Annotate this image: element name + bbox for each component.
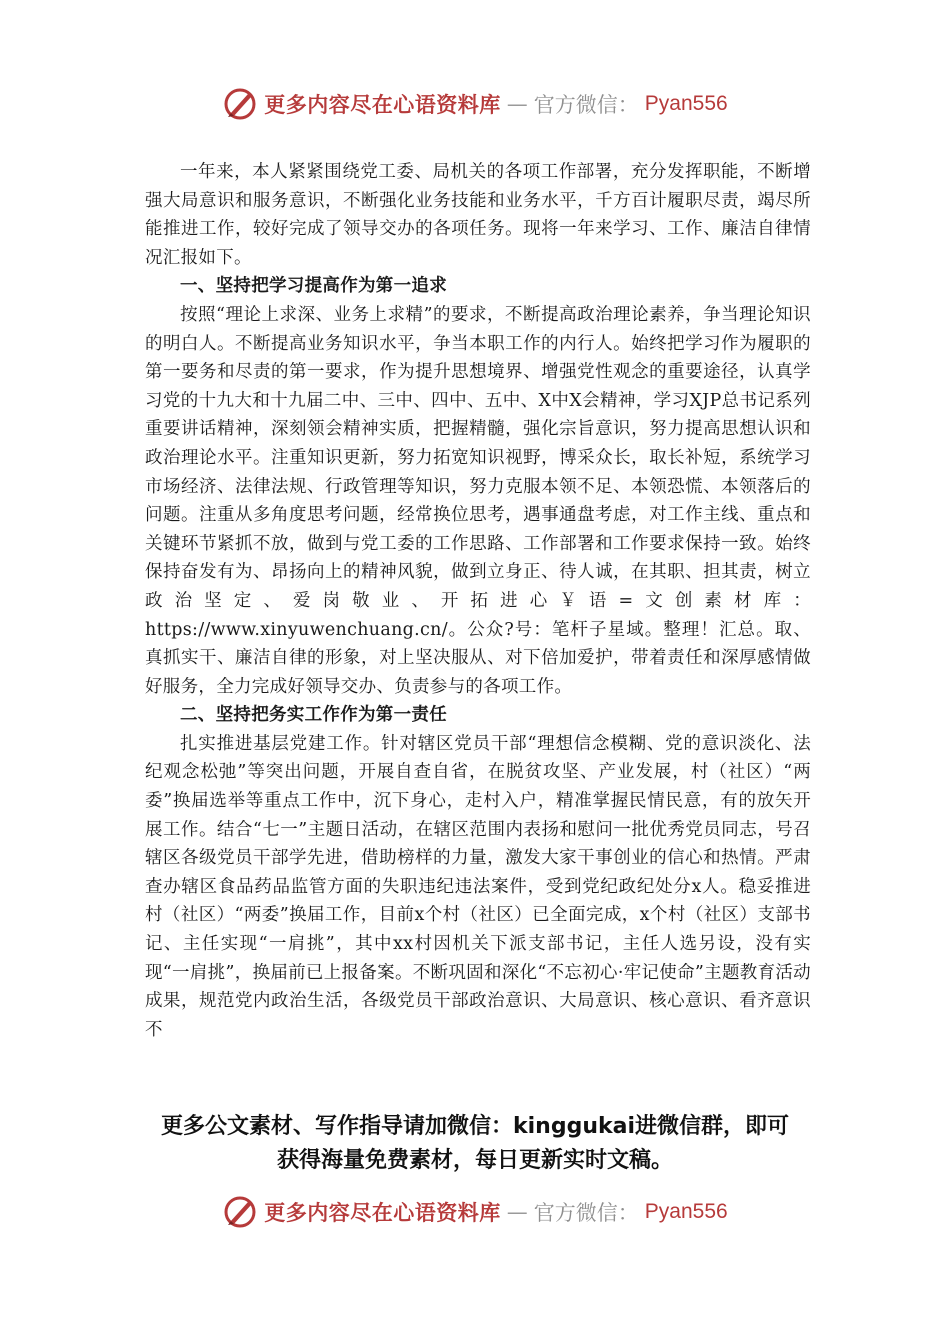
watermark-official-label: 官方微信： [533, 93, 639, 117]
section-heading-2: 二、坚持把务实工作作为第一责任 [180, 705, 447, 726]
paragraph-section-2: 扎实推进基层党建工作。针对辖区党员干部“理想信念模糊、党的意识淡化、法纪观念松弛”等突出问题，开展自查自省，在脱贫攻坚、产业发展，村（社区）“两委”换届选举等重点工作中，沉下身心，走村入户，精准掌握民情民意，有的放矢开展工作。结合“七一”主题日活动，在辖区范围内表扬和慰问一批优秀党员同志，号召辖区各级党员干部学先进，借助榜样的力量，激发大家干事创业的信心和热情。严肃查办辖区食品药品监管方面的失职违纪违法案件，受到党纪政纪处分x人。稳妥推进村（社区）“两委”换届工作，目前x个村（社区）已全面完成，x个村（社区）支部书记、主任实现“一肩挑”，其中xx村因机关下派支部书记，主任人选另设，没有实现“一肩挑”，换届前已上报备案。不断巩固和深化“不忘初心·牢记使命”主题教育活动成果，规范党内政治生活，各级党员干部政治意识、大局意识、核心意识、看齐意识不 [145, 733, 811, 1040]
watermark-wechat-id: Pyan556 [644, 92, 728, 115]
watermark-separator: — [506, 1200, 528, 1224]
watermark-header [0, 82, 950, 126]
paragraph-section-1: 按照“理论上求深、业务上求精”的要求，不断提高政治理论素养，争当理论知识的明白人。不断提高业务知识水平，争当本职工作的内行人。始终把学习作为履职的第一要务和尽责的第一要求，作为提升思想境界、增强党性观念的重要途径，认真学习党的十九大和十九届二中、三中、四中、五中、X中X会精神，学习XJP总书记系列重要讲话精神，深刻领会精神实质，把握精髓，强化宗旨意识，努力提高思想认识和政治理论水平。注重知识更新，努力拓宽知识视野，博采众长，取长补短，系统学习市场经济、法律法规、行政管理等知识，努力克服本领不足、本领恐慌、本领落后的问题。注重从多角度思考问题，经常换位思考，遇事通盘考虑，对工作主线、重点和关键环节紧抓不放，做到与党工委的工作思路、工作部署和工作要求保持一致。始终保持奋发有为、昂扬向上的精神风貌，做到立身正、待人诚，在其职、担其责，树立政治坚定、爱岗敬业、开拓进心￥语=文创素材库：https://www.xinyuwenchuang.cn/。公众?号：笔杆子星域。整理！汇总。取、真抓实干、廉洁自律的形象，对上坚决服从、对下倍加爱护，带着责任和深厚感情做好服务，全力完成好领导交办、负责参与的各项工作。 [145, 304, 811, 697]
section-heading-1: 一、坚持把学习提高作为第一追求 [180, 276, 447, 297]
promo-banner [0, 1110, 950, 1178]
watermark-brand-text: 更多内容尽在心语资料库 [264, 92, 501, 117]
watermark-wechat-id: Pyan556 [644, 1200, 728, 1223]
watermark-official-label: 官方微信： [533, 1201, 639, 1225]
pen-logo-icon [222, 86, 258, 122]
document-body [145, 158, 811, 1044]
watermark-footer [0, 1190, 950, 1234]
paragraph-intro: 一年来，本人紧紧围绕党工委、局机关的各项工作部署，充分发挥职能，不断增强大局意识和服务意识，不断强化业务技能和业务水平，千方百计履职尽责，竭尽所能推进工作，较好完成了领导交办的各项任务。现将一年来学习、工作、廉洁自律情况汇报如下。 [145, 162, 811, 268]
watermark-separator: — [506, 92, 528, 116]
watermark-brand-text: 更多内容尽在心语资料库 [264, 1200, 501, 1225]
promo-line-1: 更多公文素材、写作指导请加微信：kinggukai进微信群，即可 [160, 1114, 789, 1139]
pen-logo-icon [222, 1194, 258, 1230]
promo-line-2: 获得海量免费素材，每日更新实时文稿。 [276, 1148, 673, 1173]
